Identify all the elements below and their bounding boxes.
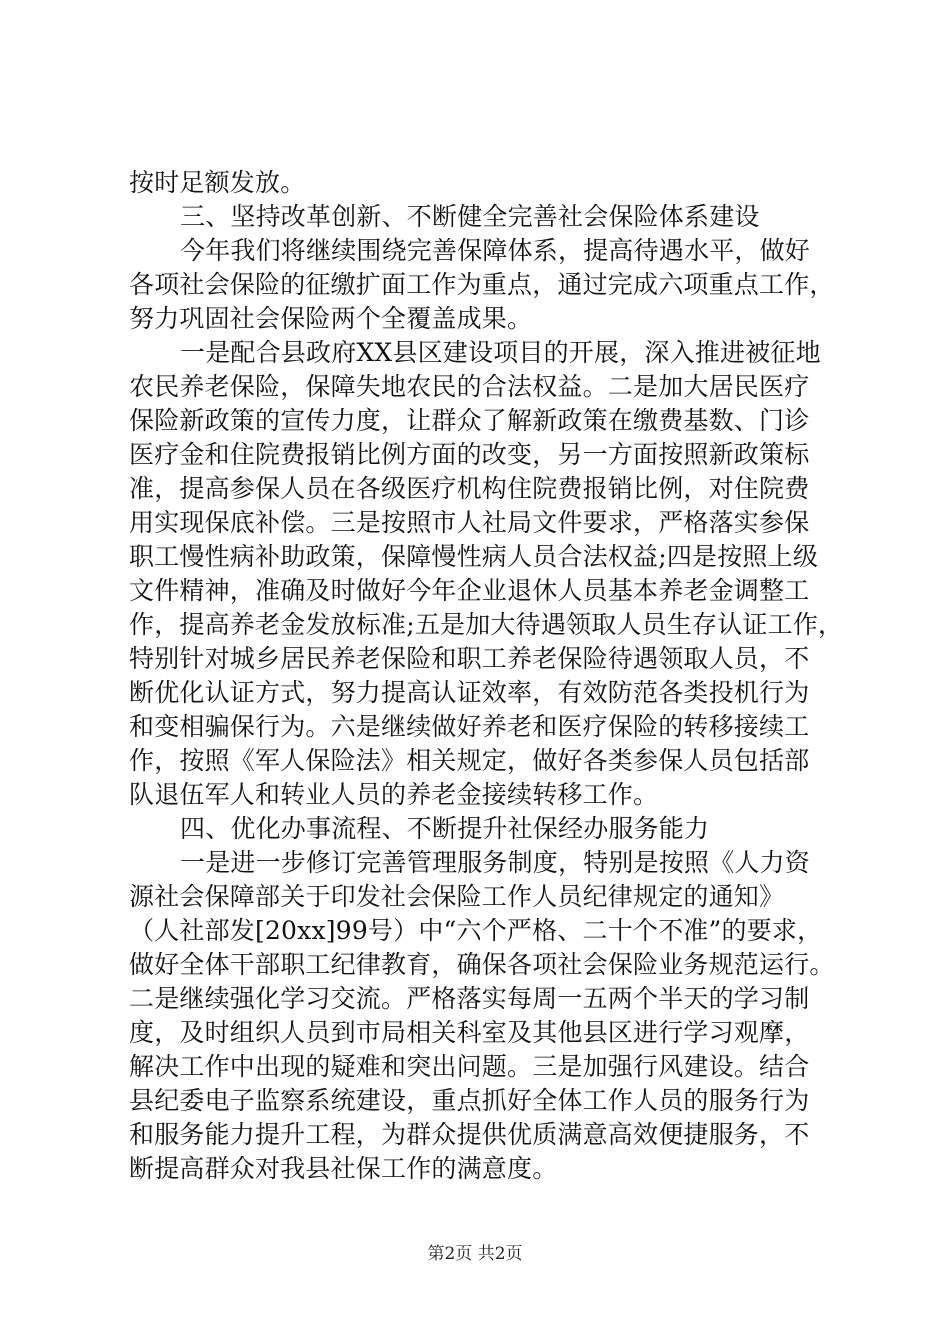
- text-line: （人社部发[20xx]99号）中“六个严格、二十个不准”的要求，: [129, 916, 823, 945]
- text-line: 职工慢性病补助政策，保障慢性病人员合法权益;四是按照上级: [129, 542, 819, 571]
- text-line: 县纪委电子监察系统建设，重点抓好全体工作人员的服务行为: [129, 1086, 810, 1115]
- text-line: 作，按照《军人保险法》相关规定，做好各类参保人员包括部: [129, 746, 810, 775]
- text-line: 用实现保底补偿。三是按照市人社局文件要求，严格落实参保: [129, 508, 810, 537]
- text-line: 一是配合县政府XX县区建设项目的开展，深入推进被征地: [180, 338, 821, 367]
- text-line: 源社会保障部关于印发社会保险工作人员纪律规定的通知》: [129, 882, 785, 911]
- text-line: 一是进一步修订完善管理服务制度，特别是按照《人力资: [180, 848, 811, 877]
- text-line: 度，及时组织人员到市局相关科室及其他县区进行学习观摩，: [129, 1018, 810, 1047]
- text-line: 断提高群众对我县社保工作的满意度。: [129, 1154, 558, 1183]
- text-line: 努力巩固社会保险两个全覆盖成果。: [129, 304, 533, 333]
- text-line: 队退伍军人和转业人员的养老金接续转移工作。: [129, 780, 659, 809]
- text-line: 四、优化办事流程、不断提升社保经办服务能力: [180, 814, 710, 843]
- text-line: 各项社会保险的征缴扩面工作为重点，通过完成六项重点工作，: [129, 270, 835, 299]
- text-line: 文件精神，准确及时做好今年企业退休人员基本养老金调整工: [129, 576, 810, 605]
- text-line: 作，提高养老金发放标准;五是加大待遇领取人员生存认证工作，: [129, 610, 844, 639]
- text-line: 二是继续强化学习交流。严格落实每周一五两个半天的学习制: [129, 984, 810, 1013]
- text-line: 准，提高参保人员在各级医疗机构住院费报销比例，对住院费: [129, 474, 810, 503]
- text-line: 农民养老保险，保障失地农民的合法权益。二是加大居民医疗: [129, 372, 810, 401]
- text-line: 和变相骗保行为。六是继续做好养老和医疗保险的转移接续工: [129, 712, 810, 741]
- text-line: 保险新政策的宣传力度，让群众了解新政策在缴费基数、门诊: [129, 406, 810, 435]
- page-footer: 第2页 共2页: [427, 1244, 523, 1264]
- text-line: 特别针对城乡居民养老保险和职工养老保险待遇领取人员，不: [129, 644, 810, 673]
- text-line: 做好全体干部职工纪律教育，确保各项社会保险业务规范运行。: [129, 950, 835, 979]
- text-line: 医疗金和住院费报销比例方面的改变，另一方面按照新政策标: [129, 440, 810, 469]
- document-body: [129, 166, 844, 1186]
- text-line: 按时足额发放。: [129, 168, 306, 197]
- text-line: 三、坚持改革创新、不断健全完善社会保险体系建设: [180, 202, 760, 231]
- text-line: 和服务能力提升工程，为群众提供优质满意高效便捷服务，不: [129, 1120, 810, 1149]
- text-line: 解决工作中出现的疑难和突出问题。三是加强行风建设。结合: [129, 1052, 810, 1081]
- text-line: 今年我们将继续围绕完善保障体系，提高待遇水平，做好: [180, 236, 811, 265]
- text-line: 断优化认证方式，努力提高认证效率，有效防范各类投机行为: [129, 678, 810, 707]
